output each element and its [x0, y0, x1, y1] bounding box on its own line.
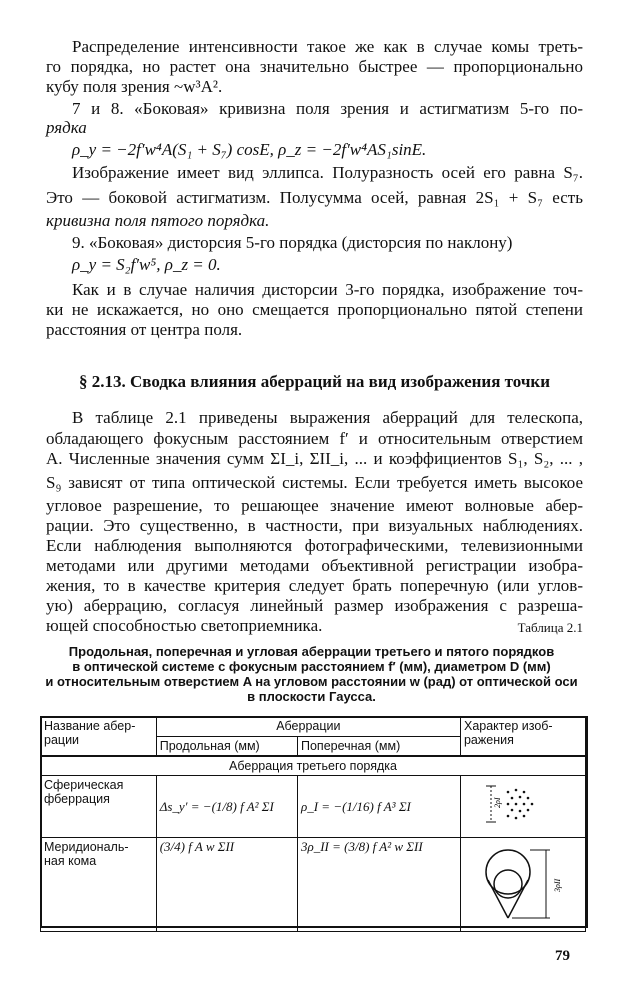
spherical-transverse-formula: ρ_I = −(1/16) f A³ ΣI — [300, 798, 411, 814]
item9-heading: 9. «Боковая» дисторсия 5-го порядка (дисторсия по наклону) — [72, 233, 513, 252]
coma-longitudinal-formula: (3/4) f A w ΣII — [159, 839, 235, 854]
paragraph3-line1: Как и в случае наличия дисторсии 3-го порядка, изображение точ- — [72, 280, 583, 299]
caption-line1: Продольная, поперечная и угловая аберрации третьего и пятого порядков — [68, 644, 555, 659]
paragraph4-line2: обладающего фокусным расстоянием f′ и относительным отверстием — [46, 429, 583, 448]
paragraph1-line1: Распределение интенсивности такое же как в случае комы треть- — [72, 37, 583, 56]
paragraph4-line6: рации. Это существенно, в частности, при визуальных наблюдениях. — [46, 516, 583, 535]
row-coma-figure — [460, 838, 585, 932]
aberrations-table — [40, 716, 586, 932]
caption-line3: и относительным отверстием A на угловом расстоянии w (рад) от оптической оси — [45, 674, 578, 689]
spherical-aberration-figure — [464, 778, 582, 832]
meridional-coma-figure — [464, 840, 582, 926]
equation-1: ρ_y = −2f′w⁴A(S₁ + S₇) cosE, ρ_z = −2f′w⁴AS₁sinE. — [72, 140, 427, 159]
row-spherical-name: Сферическая фберрация — [41, 776, 157, 838]
row-coma-longitudinal — [156, 838, 297, 932]
header-longitudinal: Продольная (мм) — [156, 737, 297, 757]
header-name: Название абер- рации — [41, 717, 157, 757]
row-spherical-figure — [460, 776, 585, 838]
svg-text:3ρII: 3ρII — [552, 878, 562, 892]
paragraph4-line5: угловое разрешение, то решающее значение имеют волновые абер- — [46, 496, 583, 515]
equation-2: ρ_y = S₂f′w⁵, ρ_z = 0. — [72, 255, 221, 274]
paragraph3-line2: ки не искажается, но оно смещается пропорционально пятой степени — [46, 300, 583, 319]
header-character: Характер изоб- ражения — [460, 717, 585, 757]
group-third-order: Аберрация третьего порядка — [41, 756, 586, 776]
page-number: 79 — [555, 948, 570, 964]
item78-heading-text: 7 и 8. «Боковая» кривизна поля зрения и астигматизм 5-го по- — [72, 99, 583, 118]
spherical-longitudinal-formula: Δs_y′ = −(1/8) f A² ΣI — [159, 798, 274, 814]
paragraph4-line4: S₉ зависят от типа оптической системы. Если требуется иметь высокое — [46, 473, 583, 492]
coma-transverse-formula: 3ρ_II = (3/8) f A² w ΣII — [300, 839, 423, 854]
svg-text:2ρI: 2ρI — [492, 797, 502, 808]
item78-heading — [72, 99, 583, 119]
row-spherical-longitudinal — [156, 776, 297, 838]
paragraph1-line2: го порядка, но растет она значительно быстрее — пропорционально — [46, 57, 583, 76]
paragraph4-line10: ую) аберрацию, согласуя линейный размер изображения с разреша- — [46, 596, 583, 615]
paragraph4-line11: ющей способностью светоприемника. — [46, 616, 323, 635]
row-coma-name: Меридиональ- ная кома — [41, 838, 157, 932]
paragraph2-line1: Изображение имеет вид эллипса. Полуразность осей его равна S₇. — [72, 163, 583, 182]
paragraph2-line2: Это — боковой астигматизм. Полусумма осей, равная 2S₁ + S₇ есть — [46, 188, 583, 207]
paragraph3-line3: расстояния от центра поля. — [46, 320, 243, 339]
item78-heading-cont: рядка — [46, 118, 87, 137]
table-caption — [40, 644, 583, 704]
section-title: § 2.13. Сводка влияния аберраций на вид изображения точки — [78, 372, 551, 391]
row-coma-transverse — [297, 838, 460, 932]
header-aberrations: Аберрации — [156, 717, 460, 737]
paragraph4-line7: Если наблюдения выполняются фотографическими, телевизионными — [46, 536, 583, 555]
row-spherical-transverse — [297, 776, 460, 838]
paragraph4-line3: A. Численные значения сумм ΣI_i, ΣII_i, ... и коэффициентов S₁, S₂, ... , — [46, 449, 583, 468]
table-number: Таблица 2.1 — [517, 620, 583, 635]
paragraph4-line9: жения, то в качестве критерия следует брать поперечную (или углов- — [46, 576, 583, 595]
paragraph4-line1: В таблице 2.1 приведены выражения аберраций для телескопа, — [72, 408, 583, 427]
header-transverse: Поперечная (мм) — [297, 737, 460, 757]
paragraph2-line3: кривизна поля пятого порядка. — [46, 211, 270, 230]
paragraph4-line8: методами или другими методами объективной регистрации изобра- — [46, 556, 583, 575]
caption-line4: в плоскости Гаусса. — [247, 689, 376, 704]
paragraph1-line3: кубу поля зрения ~w³A². — [46, 77, 223, 96]
caption-line2: в оптической системе с фокусным расстоянием f′ (мм), диаметром D (мм) — [72, 659, 551, 674]
